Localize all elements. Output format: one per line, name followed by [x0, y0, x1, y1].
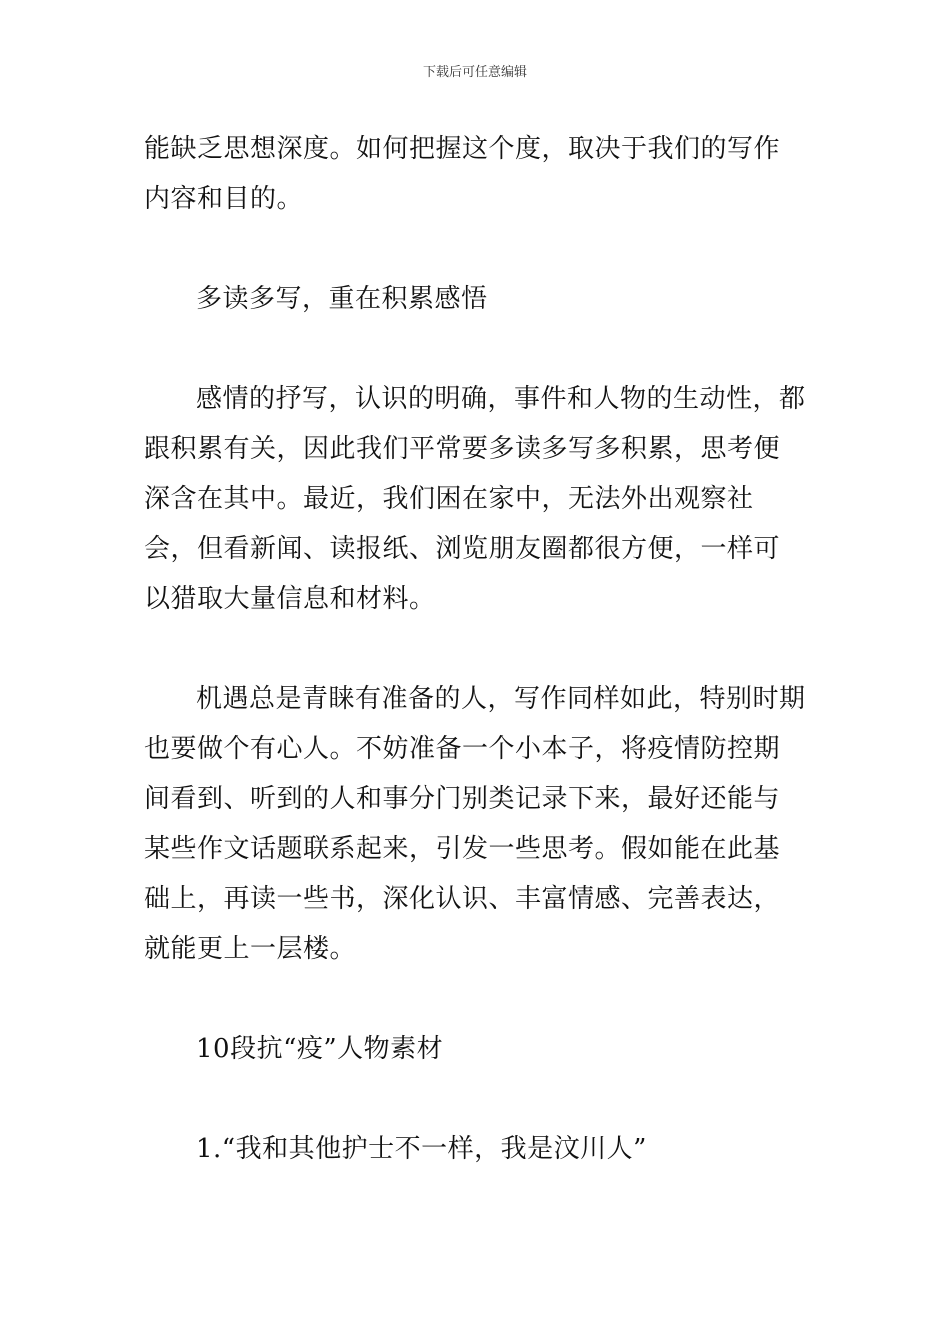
paragraph-gap — [144, 1074, 806, 1124]
paragraph-gap — [144, 324, 806, 374]
paragraph-gap — [144, 224, 806, 274]
section-heading-reading-writing: 多读多写，重在积累感悟 — [196, 284, 488, 314]
paragraph-gap — [144, 624, 806, 674]
list-item-heading-1: 1.“我和其他护士不一样，我是汶川人” — [196, 1134, 647, 1164]
paragraph-gap — [144, 974, 806, 1024]
section-heading-materials: 10段抗“疫”人物素材 — [196, 1034, 444, 1064]
document-body — [144, 124, 806, 1174]
page-header: 下载后可任意编辑 — [422, 65, 527, 80]
paragraph-accumulation: 感情的抒写，认识的明确，事件和人物的生动性，都跟积累有关，因此我们平常要多读多写多积累，思考便深含在其中。最近，我们困在家中，无法外出观察社会，但看新闻、读报纸、浏览朋友圈都很方便，一样可以猎取大量信息和材料。 — [144, 384, 806, 614]
paragraph-continuation: 能缺乏思想深度。如何把握这个度，取决于我们的写作内容和目的。 — [144, 134, 781, 214]
paragraph-opportunity: 机遇总是青睐有准备的人，写作同样如此，特别时期也要做个有心人。不妨准备一个小本子，将疫情防控期间看到、听到的人和事分门别类记录下来，最好还能与某些作文话题联系起来，引发一些思考。假如能在此基础上，再读一些书，深化认识、丰富情感、完善表达，就能更上一层楼。 — [144, 684, 806, 964]
